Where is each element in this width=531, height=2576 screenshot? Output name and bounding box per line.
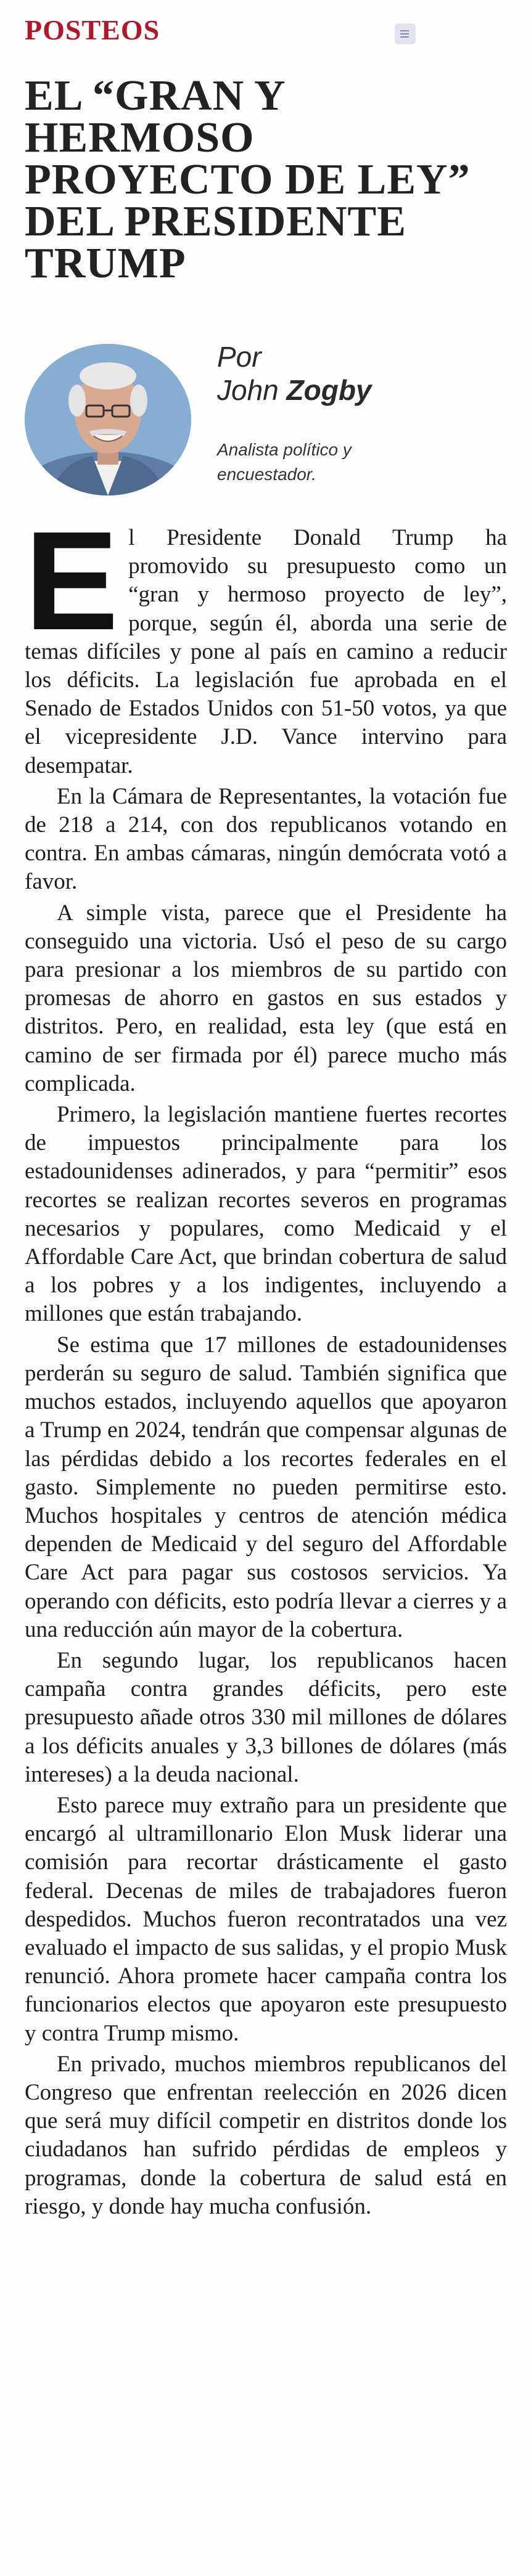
article-paragraph: En la Cámara de Representantes, la votación fue de 218 a 214, con dos republicanos votando en contra. En ambas cámaras, ningún demócrata votó a favor. <box>25 783 507 895</box>
author-avatar <box>25 344 191 495</box>
author-first-name: John <box>217 374 279 406</box>
article-title: EL “GRAN Y HERMOSO PROYECTO DE LEY” DEL PRESIDENTE TRUMP <box>25 72 471 287</box>
comment-icon[interactable] <box>395 23 416 44</box>
section-label: POSTEOS <box>25 14 160 46</box>
author-role: Analista político y encuestador. <box>217 440 352 484</box>
article-body <box>25 503 507 2223</box>
section-header <box>25 11 506 48</box>
author-block <box>25 327 512 499</box>
drop-cap: E <box>25 503 119 659</box>
article-paragraph: En segundo lugar, los republicanos hacen campaña contra grandes déficits, pero este presupuesto añade otros 330 mil millones de dólares a los déficits anuales y 3,3 billones de dólares (más intereses) a la deuda nacional. <box>25 1647 507 1787</box>
byline-prefix: Por <box>217 341 261 373</box>
first-paragraph-text: l Presidente Donald Trump ha promovido su presupuesto como un “gran y hermoso proyecto de ley”, porque, según él, aborda una serie de temas difíciles y pone al país en camino a reducir los déficits. La legislación fue aprobada en el Senado de Estados Unidos con 51-50 votos, ya que el vicepresidente J.D. Vance intervino para desempatar. <box>25 525 507 778</box>
article-paragraph: En privado, muchos miembros republicanos del Congreso que enfrentan reelección en 2026 dicen que será muy difícil competir en distritos donde los ciudadanos han sufrido pérdidas de empleos y programas, donde la cobertura de salud está en riesgo, y donde hay mucha confusión. <box>25 2051 507 2219</box>
article-paragraph: Esto parece muy extraño para un presidente que encargó al ultramillonario Elon Musk liderar una comisión para recortar drásticamente el gasto federal. Decenas de miles de trabajadores fueron despedidos. Muchos fueron recontratados una vez evaluado el impacto de sus salidas, y el propio Musk renunció. Ahora promete hacer campaña contra los funcionarios electos que apoyaron este presupuesto y contra Trump mismo. <box>25 1792 507 2046</box>
article-paragraph: Se estima que 17 millones de estadounidenses perderán su seguro de salud. También significa que muchos estados, incluyendo aquellos que apoyaron a Trump en 2024, tendrán que compensar algunas de las pérdidas debido a los recortes federales en el gasto. Simplemente no pueden permitirse esto. Muchos hospitales y centros de atención médica dependen de Medicaid y del seguro del Affordable Care Act para pagar sus costosos servicios. Ya operando con déficits, esto podría llevar a cierres y a una reducción aún mayor de la cobertura. <box>25 1332 507 1642</box>
byline <box>217 340 372 407</box>
author-last-name: Zogby <box>286 374 372 406</box>
article-paragraph: A simple vista, parece que el Presidente ha conseguido una victoria. Usó el peso de su cargo para presionar a los miembros de su partido con promesas de ahorro en gastos en sus estados y distritos. Pero, en realidad, esta ley (que está en camino de ser firmada por él) parece mucho más complicada. <box>25 900 507 1096</box>
author-name[interactable] <box>217 373 372 407</box>
article-paragraph: Primero, la legislación mantiene fuertes recortes de impuestos principalmente para los estadounidenses adinerados, y para “permitir” esos recortes se realizan recortes severos en programas necesarios y populares, como Medicaid y el Affordable Care Act, que brindan cobertura de salud a los pobres y a los indigentes, incluyendo a millones que están trabajando. <box>25 1102 507 1327</box>
article-paragraph <box>25 503 507 780</box>
